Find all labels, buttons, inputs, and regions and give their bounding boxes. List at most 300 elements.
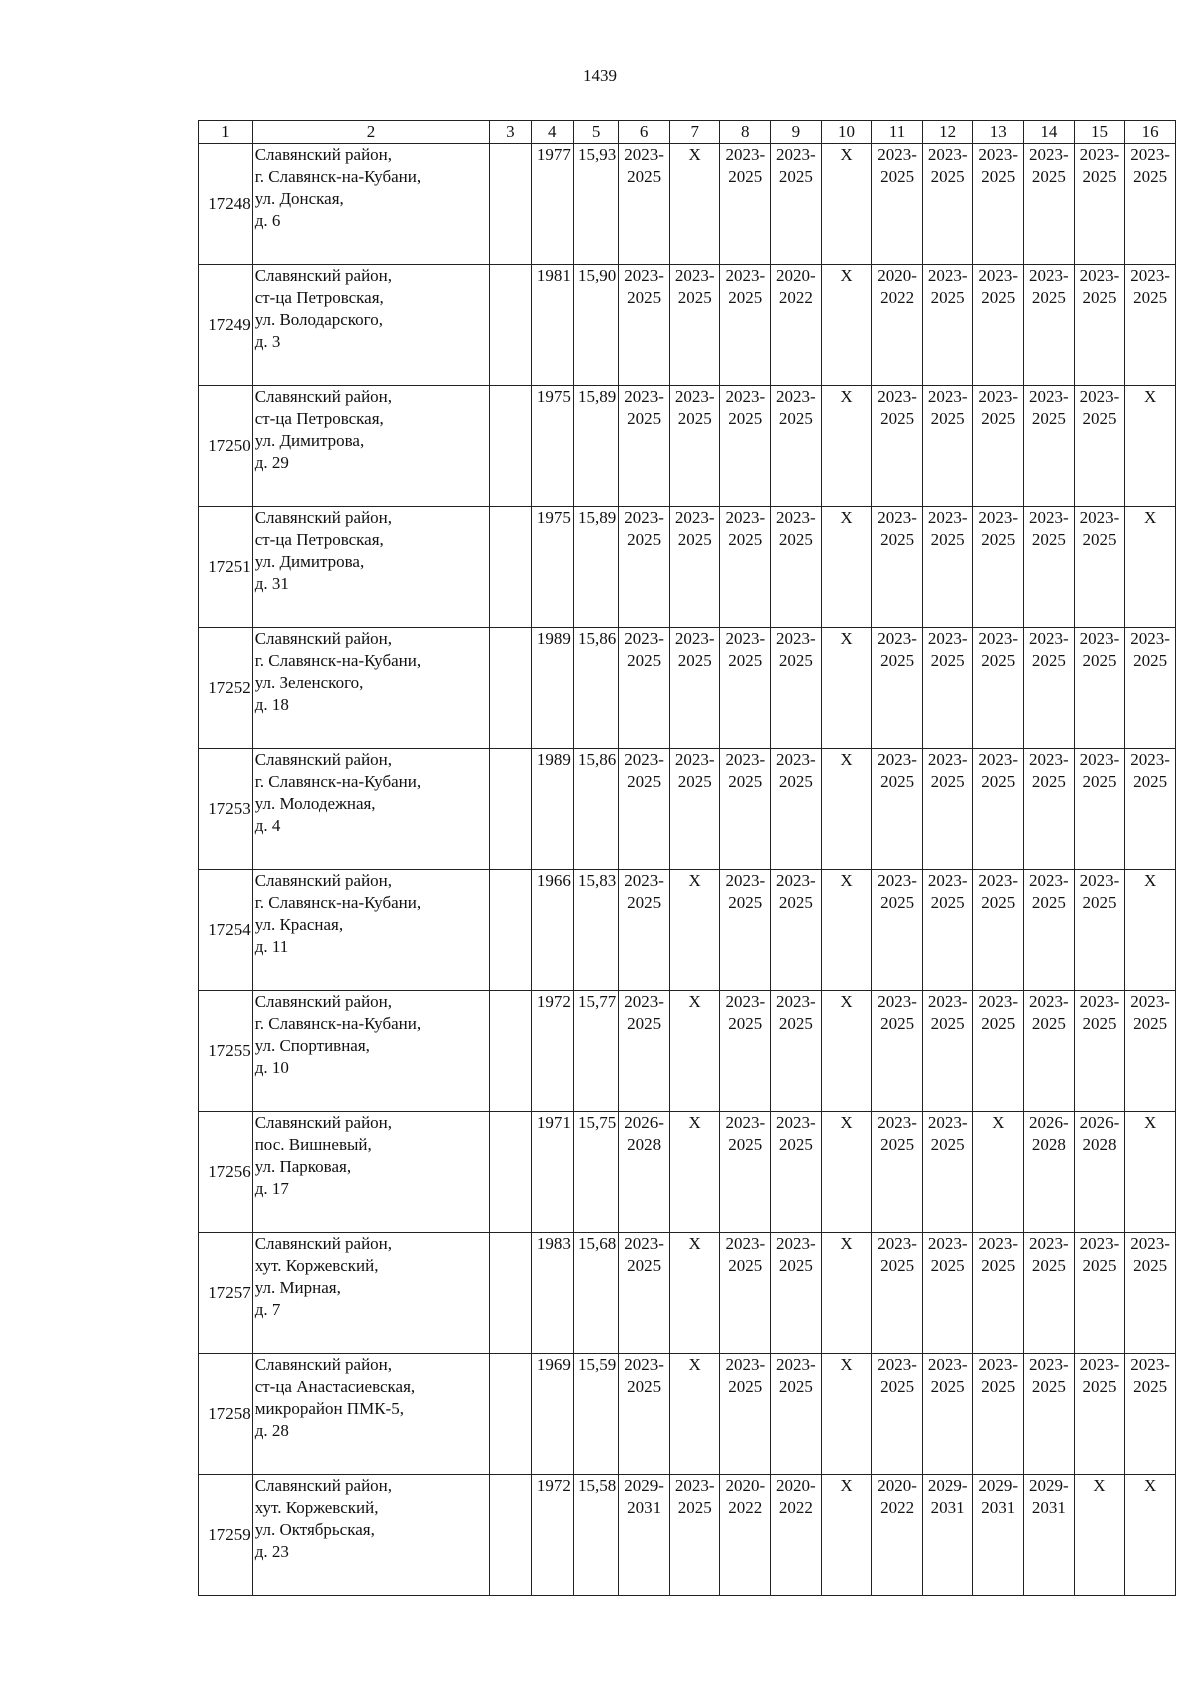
period-line: 2025 [880, 1256, 915, 1275]
period-line: 2025 [728, 1014, 763, 1033]
year-cell: 1969 [531, 1354, 573, 1475]
value-cell: 15,90 [573, 265, 618, 386]
period-line: 2020- [877, 266, 917, 285]
period-line: 2023- [725, 750, 766, 769]
address-line: ул. Донская, [254, 189, 344, 208]
value-cell: 15,86 [573, 628, 618, 749]
period-cell-col-15 [1074, 265, 1125, 386]
period-line: 2023- [978, 1234, 1019, 1253]
period-cell-col-9 [771, 1475, 822, 1596]
period-cell-col-13 [973, 749, 1024, 870]
address-line: д. 29 [254, 453, 289, 472]
table-row [199, 1233, 1176, 1354]
year-cell: 1989 [531, 749, 573, 870]
period-line: 2025 [1031, 893, 1066, 912]
period-cell-col-13 [973, 1354, 1024, 1475]
period-cell-col-7 [669, 1354, 720, 1475]
year-cell: 1975 [531, 507, 573, 628]
record-number: 17259 [199, 1475, 253, 1596]
header-row [199, 121, 1176, 144]
period-line: X [1143, 1476, 1157, 1495]
period-cell-col-9 [771, 144, 822, 265]
period-line: 2025 [930, 409, 965, 428]
period-line: X [688, 145, 701, 164]
period-line: 2022 [880, 288, 915, 307]
year-cell: 1983 [531, 1233, 573, 1354]
period-line: X [840, 750, 853, 769]
period-line: 2025 [728, 651, 763, 670]
period-cell-col-11 [872, 265, 923, 386]
period-line: 2025 [677, 288, 712, 307]
period-line: 2025 [1133, 1377, 1168, 1396]
period-cell-col-7 [669, 870, 720, 991]
period-line: 2023- [674, 1476, 715, 1495]
period-cell-col-7 [669, 507, 720, 628]
period-line: 2023- [624, 992, 664, 1011]
period-cell-col-9 [771, 265, 822, 386]
period-line: 2025 [1082, 1377, 1117, 1396]
period-line: 2025 [1082, 288, 1117, 307]
period-cell-col-6 [619, 1475, 670, 1596]
period-line: 2023- [776, 1234, 816, 1253]
period-cell-col-13 [973, 265, 1024, 386]
period-line: 2023- [1079, 1355, 1120, 1374]
period-line: 2031 [930, 1498, 965, 1517]
period-line: 2025 [981, 893, 1016, 912]
period-line: 2023- [1029, 266, 1069, 285]
column-header-2: 2 [252, 121, 490, 144]
period-line: 2023- [978, 750, 1019, 769]
period-line: 2020- [776, 1476, 816, 1495]
period-cell-col-11 [872, 628, 923, 749]
period-cell-col-6 [619, 870, 670, 991]
period-line: 2025 [728, 893, 763, 912]
period-line: 2023- [1079, 145, 1120, 164]
period-line: 2023- [877, 508, 917, 527]
period-line: 2026- [1029, 1113, 1069, 1132]
address-line: ул. Димитрова, [254, 431, 365, 450]
table-row [199, 1354, 1176, 1475]
period-cell-col-14 [1024, 1233, 1075, 1354]
period-cell-col-7 [669, 1233, 720, 1354]
address-cell [252, 386, 490, 507]
period-line: 2023- [674, 387, 715, 406]
period-cell-col-8 [720, 1354, 771, 1475]
period-line: 2023- [978, 871, 1019, 890]
address-line: ул. Молодежная, [254, 794, 376, 813]
period-line: 2026- [624, 1113, 664, 1132]
period-cell-col-11 [872, 1475, 923, 1596]
period-cell-col-15 [1074, 870, 1125, 991]
period-line: 2029- [1029, 1476, 1069, 1495]
period-cell-col-16 [1125, 870, 1176, 991]
page-number: 1439 [583, 66, 617, 85]
period-line: 2025 [1031, 651, 1066, 670]
period-cell-col-11 [872, 991, 923, 1112]
period-line: 2023- [877, 145, 917, 164]
period-line: 2025 [930, 772, 965, 791]
period-line: X [840, 508, 853, 527]
period-line: X [992, 1113, 1005, 1132]
period-cell-col-10 [821, 870, 872, 991]
period-line: 2025 [677, 1498, 712, 1517]
address-cell [252, 1354, 490, 1475]
period-line: 2023- [1130, 145, 1170, 164]
period-line: 2025 [627, 651, 662, 670]
column-header-10: 10 [821, 121, 872, 144]
period-line: 2025 [1031, 409, 1066, 428]
period-line: 2025 [981, 772, 1016, 791]
period-line: 2023- [927, 1355, 968, 1374]
period-line: 2025 [880, 409, 915, 428]
column-3-cell [490, 1354, 531, 1475]
period-line: 2025 [728, 167, 763, 186]
address-line: ул. Красная, [254, 915, 344, 934]
column-header-12: 12 [922, 121, 973, 144]
address-line: пос. Вишневый, [254, 1135, 372, 1154]
housing-table [198, 120, 1176, 1596]
period-cell-col-10 [821, 628, 872, 749]
period-line: 2023- [624, 871, 664, 890]
period-line: 2025 [1082, 772, 1117, 791]
period-cell-col-12 [922, 870, 973, 991]
period-cell-col-15 [1074, 386, 1125, 507]
period-line: 2031 [1031, 1498, 1066, 1517]
table-row [199, 749, 1176, 870]
period-line: X [688, 1234, 701, 1253]
address-cell [252, 628, 490, 749]
period-line: 2023- [624, 750, 664, 769]
period-line: 2025 [981, 1377, 1016, 1396]
value-cell: 15,68 [573, 1233, 618, 1354]
period-cell-col-16 [1125, 1475, 1176, 1596]
period-line: 2029- [624, 1476, 664, 1495]
period-cell-col-8 [720, 265, 771, 386]
period-line: 2028 [1082, 1135, 1117, 1154]
value-cell: 15,58 [573, 1475, 618, 1596]
period-line: 2023- [1130, 266, 1170, 285]
period-line: 2023- [1079, 508, 1120, 527]
period-line: 2023- [674, 629, 715, 648]
period-line: 2022 [778, 1498, 813, 1517]
period-cell-col-14 [1024, 265, 1075, 386]
address-cell [252, 1233, 490, 1354]
period-cell-col-13 [973, 144, 1024, 265]
period-cell-col-10 [821, 507, 872, 628]
period-cell-col-12 [922, 1233, 973, 1354]
period-line: 2023- [877, 871, 917, 890]
period-cell-col-12 [922, 1354, 973, 1475]
period-line: 2023- [624, 629, 664, 648]
period-line: 2023- [877, 1355, 917, 1374]
period-line: 2029- [927, 1476, 968, 1495]
period-cell-col-9 [771, 507, 822, 628]
period-line: 2023- [978, 629, 1019, 648]
address-line: г. Славянск-на-Кубани, [254, 893, 422, 912]
period-cell-col-9 [771, 1354, 822, 1475]
period-line: 2031 [981, 1498, 1016, 1517]
period-line: 2025 [1031, 1377, 1066, 1396]
column-3-cell [490, 1112, 531, 1233]
period-cell-col-13 [973, 1112, 1024, 1233]
period-line: 2025 [981, 651, 1016, 670]
address-line: Славянский район, [254, 992, 393, 1011]
table-row [199, 386, 1176, 507]
period-line: 2025 [778, 1256, 813, 1275]
period-line: 2025 [1082, 893, 1117, 912]
period-line: 2025 [778, 772, 813, 791]
period-line: X [840, 629, 853, 648]
period-line: 2025 [1082, 530, 1117, 549]
column-3-cell [490, 628, 531, 749]
period-cell-col-12 [922, 507, 973, 628]
address-line: Славянский район, [254, 145, 393, 164]
period-line: 2023- [927, 508, 968, 527]
period-cell-col-6 [619, 749, 670, 870]
column-3-cell [490, 749, 531, 870]
period-line: 2023- [725, 629, 766, 648]
period-line: X [688, 992, 701, 1011]
period-line: X [840, 145, 853, 164]
record-number: 17250 [199, 386, 253, 507]
value-cell: 15,86 [573, 749, 618, 870]
address-line: д. 17 [254, 1179, 289, 1198]
period-line: X [1143, 871, 1157, 890]
period-cell-col-12 [922, 991, 973, 1112]
address-line: г. Славянск-на-Кубани, [254, 167, 422, 186]
period-cell-col-7 [669, 749, 720, 870]
period-cell-col-6 [619, 1354, 670, 1475]
period-line: 2025 [778, 1377, 813, 1396]
period-cell-col-9 [771, 1233, 822, 1354]
period-line: 2023- [978, 145, 1019, 164]
period-line: 2023- [776, 1355, 816, 1374]
address-cell [252, 870, 490, 991]
period-line: 2025 [930, 651, 965, 670]
period-line: 2023- [877, 629, 917, 648]
period-line: 2023- [1079, 992, 1120, 1011]
period-line: 2023- [1029, 871, 1069, 890]
column-header-15: 15 [1074, 121, 1125, 144]
period-line: 2025 [677, 651, 712, 670]
period-cell-col-8 [720, 749, 771, 870]
period-line: 2025 [981, 409, 1016, 428]
table-row [199, 628, 1176, 749]
period-line: 2023- [1079, 750, 1120, 769]
address-line: ул. Октябрьская, [254, 1520, 375, 1539]
period-cell-col-12 [922, 1475, 973, 1596]
period-line: 2023- [624, 1355, 664, 1374]
period-cell-col-8 [720, 386, 771, 507]
column-3-cell [490, 144, 531, 265]
record-number: 17256 [199, 1112, 253, 1233]
period-line: 2029- [978, 1476, 1019, 1495]
address-line: д. 4 [254, 816, 281, 835]
address-line: Славянский район, [254, 387, 393, 406]
period-line: 2023- [725, 508, 766, 527]
period-line: 2023- [725, 1113, 766, 1132]
period-line: 2025 [1133, 1256, 1168, 1275]
period-line: 2023- [725, 1234, 766, 1253]
period-cell-col-15 [1074, 628, 1125, 749]
period-line: 2025 [1133, 288, 1168, 307]
period-cell-col-8 [720, 870, 771, 991]
period-line: 2023- [725, 266, 766, 285]
period-cell-col-6 [619, 1233, 670, 1354]
period-line: 2023- [877, 750, 917, 769]
period-line: 2020- [776, 266, 816, 285]
period-line: 2025 [880, 167, 915, 186]
period-cell-col-13 [973, 1233, 1024, 1354]
period-line: X [688, 1355, 701, 1374]
value-cell: 15,83 [573, 870, 618, 991]
period-line: 2025 [981, 1014, 1016, 1033]
period-line: 2023- [674, 508, 715, 527]
period-line: 2023- [978, 508, 1019, 527]
period-line: 2025 [1133, 1014, 1168, 1033]
period-cell-col-8 [720, 1112, 771, 1233]
address-line: ул. Володарского, [254, 310, 383, 329]
period-line: 2023- [1130, 992, 1170, 1011]
period-line: 2023- [927, 871, 968, 890]
period-line: 2023- [927, 145, 968, 164]
column-3-cell [490, 1475, 531, 1596]
period-line: 2025 [1031, 288, 1066, 307]
period-line: X [1143, 1113, 1157, 1132]
period-cell-col-8 [720, 507, 771, 628]
period-line: 2023- [927, 750, 968, 769]
period-line: 2023- [978, 387, 1019, 406]
record-number: 17257 [199, 1233, 253, 1354]
period-cell-col-14 [1024, 386, 1075, 507]
period-cell-col-16 [1125, 1354, 1176, 1475]
period-cell-col-6 [619, 265, 670, 386]
table-row [199, 144, 1176, 265]
period-line: 2023- [978, 992, 1019, 1011]
year-cell: 1989 [531, 628, 573, 749]
period-line: 2025 [981, 530, 1016, 549]
period-cell-col-7 [669, 991, 720, 1112]
period-cell-col-10 [821, 144, 872, 265]
address-line: Славянский район, [254, 1476, 393, 1495]
period-line: 2023- [725, 871, 766, 890]
period-cell-col-10 [821, 1112, 872, 1233]
period-cell-col-13 [973, 628, 1024, 749]
record-number: 17248 [199, 144, 253, 265]
period-line: 2025 [627, 893, 662, 912]
period-cell-col-13 [973, 1475, 1024, 1596]
period-line: 2025 [1082, 1014, 1117, 1033]
period-line: 2025 [1031, 1014, 1066, 1033]
period-cell-col-11 [872, 386, 923, 507]
period-line: 2023- [624, 508, 664, 527]
period-cell-col-16 [1125, 749, 1176, 870]
address-line: д. 18 [254, 695, 289, 714]
period-cell-col-15 [1074, 991, 1125, 1112]
period-cell-col-12 [922, 386, 973, 507]
period-line: 2025 [778, 893, 813, 912]
period-line: 2023- [776, 508, 816, 527]
period-line: 2025 [930, 1377, 965, 1396]
period-cell-col-11 [872, 144, 923, 265]
table-row [199, 991, 1176, 1112]
period-line: 2023- [978, 1355, 1019, 1374]
period-cell-col-13 [973, 870, 1024, 991]
period-line: X [840, 266, 853, 285]
period-cell-col-6 [619, 386, 670, 507]
table-body [199, 144, 1176, 1596]
period-line: 2023- [725, 992, 766, 1011]
period-cell-col-7 [669, 386, 720, 507]
year-cell: 1972 [531, 991, 573, 1112]
period-line: 2025 [1082, 651, 1117, 670]
period-cell-col-15 [1074, 1233, 1125, 1354]
period-line: 2025 [930, 288, 965, 307]
period-line: 2022 [880, 1498, 915, 1517]
period-line: 2025 [627, 1256, 662, 1275]
period-cell-col-6 [619, 991, 670, 1112]
year-cell: 1972 [531, 1475, 573, 1596]
table-row [199, 1475, 1176, 1596]
period-line: 2025 [981, 167, 1016, 186]
period-line: 2025 [1031, 167, 1066, 186]
period-line: 2023- [776, 629, 816, 648]
period-line: 2025 [1133, 167, 1168, 186]
period-line: 2023- [776, 145, 816, 164]
period-cell-col-14 [1024, 870, 1075, 991]
value-cell: 15,89 [573, 507, 618, 628]
address-line: Славянский район, [254, 1355, 393, 1374]
address-line: д. 3 [254, 332, 281, 351]
period-line: 2025 [930, 1135, 965, 1154]
period-line: 2023- [927, 387, 968, 406]
period-line: 2023- [927, 266, 968, 285]
period-line: 2022 [778, 288, 813, 307]
period-cell-col-16 [1125, 265, 1176, 386]
period-line: X [1093, 1476, 1106, 1495]
address-cell [252, 749, 490, 870]
period-line: 2025 [981, 288, 1016, 307]
period-cell-col-9 [771, 1112, 822, 1233]
period-line: 2025 [627, 167, 662, 186]
column-header-3: 3 [490, 121, 531, 144]
period-cell-col-10 [821, 991, 872, 1112]
column-header-1: 1 [199, 121, 253, 144]
period-cell-col-15 [1074, 1475, 1125, 1596]
record-number: 17254 [199, 870, 253, 991]
period-line: 2025 [677, 530, 712, 549]
period-line: X [840, 387, 853, 406]
period-cell-col-10 [821, 749, 872, 870]
table-row [199, 265, 1176, 386]
period-cell-col-10 [821, 1233, 872, 1354]
period-line: 2023- [877, 992, 917, 1011]
column-3-cell [490, 1233, 531, 1354]
column-header-11: 11 [872, 121, 923, 144]
address-line: Славянский район, [254, 266, 393, 285]
period-cell-col-12 [922, 144, 973, 265]
address-line: ст-ца Анастасиевская, [254, 1377, 416, 1396]
period-line: 2023- [1029, 145, 1069, 164]
table-row [199, 507, 1176, 628]
period-line: 2025 [880, 1014, 915, 1033]
period-cell-col-7 [669, 144, 720, 265]
period-line: 2023- [624, 145, 664, 164]
period-cell-col-9 [771, 386, 822, 507]
period-cell-col-9 [771, 749, 822, 870]
value-cell: 15,59 [573, 1354, 618, 1475]
period-line: 2025 [1082, 409, 1117, 428]
